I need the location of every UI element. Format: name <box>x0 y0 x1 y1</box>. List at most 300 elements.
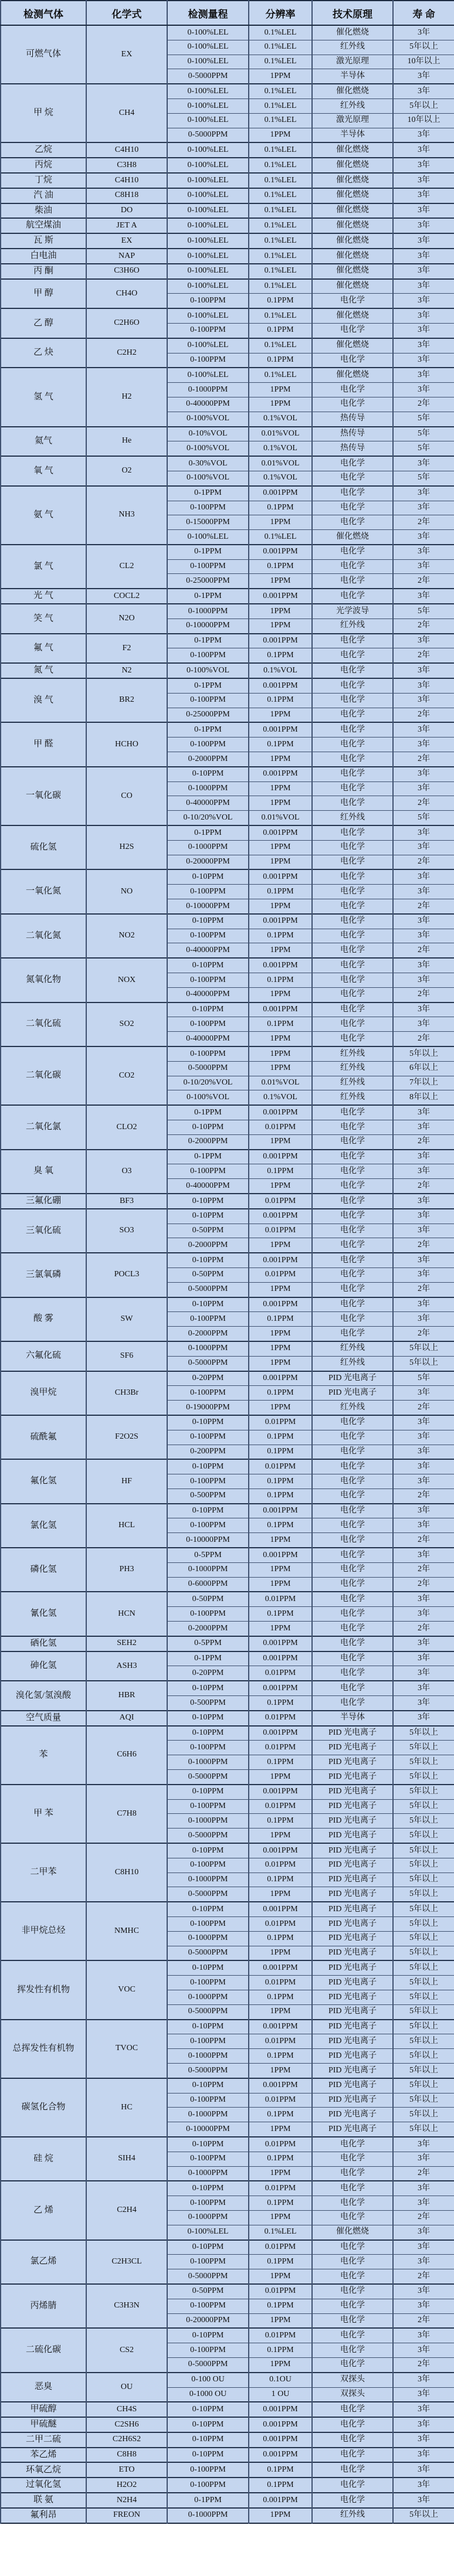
principle-cell: PID 光电离子 <box>312 1386 393 1401</box>
lifespan-cell: 3年 <box>393 368 454 382</box>
range-cell: 0-10PPM <box>167 1504 249 1518</box>
resolution-cell: 0.01PPM <box>249 1267 312 1282</box>
principle-cell: 电化学 <box>312 869 393 884</box>
resolution-cell: 0.1%LEL <box>249 264 312 279</box>
range-cell: 0-5000PPM <box>167 2063 249 2078</box>
principle-cell: 催化燃烧 <box>312 264 393 279</box>
table-row <box>1 338 454 353</box>
resolution-cell: 1PPM <box>249 1946 312 1960</box>
lifespan-cell: 3年 <box>393 722 454 737</box>
resolution-cell: 1PPM <box>249 1829 312 1843</box>
lifespan-cell: 3年 <box>393 308 454 323</box>
lifespan-cell: 3年 <box>393 2152 454 2166</box>
resolution-cell: 0.01PPM <box>249 1976 312 1990</box>
range-cell: 0-100PPM <box>167 2462 249 2478</box>
formula-cell: SF6 <box>86 1341 167 1371</box>
principle-cell: 电化学 <box>312 2299 393 2313</box>
gas-name-cell: 氟利昂 <box>1 2508 86 2523</box>
principle-cell: 催化燃烧 <box>312 158 393 173</box>
gas-name-cell: 二甲二硫 <box>1 2432 86 2448</box>
lifespan-cell: 3年 <box>393 545 454 559</box>
gas-name-cell: 氯乙烯 <box>1 2240 86 2284</box>
table-row <box>1 2448 454 2463</box>
principle-cell: 红外线 <box>312 1090 393 1105</box>
gas-name-cell: 氯 气 <box>1 545 86 589</box>
resolution-cell: 0.001PPM <box>249 2078 312 2093</box>
formula-cell: BR2 <box>86 678 167 722</box>
gas-name-cell: 硒化氢 <box>1 1636 86 1651</box>
formula-cell: SIH4 <box>86 2137 167 2181</box>
table-row <box>1 233 454 249</box>
resolution-cell: 0.001PPM <box>249 2493 312 2508</box>
resolution-cell: 1PPM <box>249 1577 312 1592</box>
resolution-cell: 0.001PPM <box>249 767 312 781</box>
gas-name-cell: 氮 气 <box>1 663 86 678</box>
table-row <box>1 2284 454 2299</box>
principle-cell: PID 光电离子 <box>312 2004 393 2019</box>
lifespan-cell: 5年以上 <box>393 1858 454 1872</box>
gas-name-cell: 丙烯腈 <box>1 2284 86 2328</box>
principle-cell: 电化学 <box>312 634 393 648</box>
range-cell: 0-10PPM <box>167 1726 249 1741</box>
range-cell: 0-1000PPM <box>167 1755 249 1770</box>
table-row <box>1 825 454 840</box>
formula-cell: CLO2 <box>86 1105 167 1149</box>
resolution-cell: 0.1PPM <box>249 559 312 574</box>
principle-cell: 双探头 <box>312 2387 393 2402</box>
range-cell: 0-10000PPM <box>167 2122 249 2137</box>
lifespan-cell: 3年 <box>393 2493 454 2508</box>
range-cell: 0-20PPM <box>167 1666 249 1681</box>
formula-cell: HF <box>86 1459 167 1503</box>
lifespan-cell: 3年 <box>393 1253 454 1267</box>
range-cell: 0-10%VOL <box>167 427 249 441</box>
principle-cell: 红外线 <box>312 1046 393 1061</box>
range-cell: 0-100PPM <box>167 648 249 663</box>
lifespan-cell: 2年 <box>393 2210 454 2225</box>
resolution-cell: 0.001PPM <box>249 634 312 648</box>
table-row <box>1 589 454 604</box>
lifespan-cell: 3年 <box>393 501 454 515</box>
resolution-cell: 1PPM <box>249 2357 312 2372</box>
resolution-cell: 1PPM <box>249 1533 312 1548</box>
formula-cell: C2H6S2 <box>86 2432 167 2448</box>
range-cell: 0-5000PPM <box>167 2004 249 2019</box>
table-row <box>1 1960 454 1975</box>
principle-cell: 电化学 <box>312 559 393 574</box>
resolution-cell: 0.1PPM <box>249 2108 312 2122</box>
gas-name-cell: 碳氢化合物 <box>1 2078 86 2137</box>
lifespan-cell: 3年 <box>393 1267 454 1282</box>
range-cell: 0-10PPM <box>167 2448 249 2463</box>
table-row <box>1 84 454 98</box>
principle-cell: 电化学 <box>312 1666 393 1681</box>
resolution-cell: 1PPM <box>249 752 312 767</box>
formula-cell: C3H6O <box>86 264 167 279</box>
formula-cell: C3H8 <box>86 158 167 173</box>
lifespan-cell: 3年 <box>393 1474 454 1489</box>
lifespan-cell: 3年 <box>393 2196 454 2211</box>
principle-cell: 电化学 <box>312 987 393 1002</box>
table-row <box>1 173 454 188</box>
gas-name-cell: 乙烷 <box>1 142 86 158</box>
lifespan-cell: 7年以上 <box>393 1076 454 1090</box>
table-row <box>1 1651 454 1666</box>
table-row <box>1 188 454 203</box>
lifespan-cell: 5年以上 <box>393 1960 454 1975</box>
lifespan-cell: 3年 <box>393 2343 454 2358</box>
principle-cell: 电化学 <box>312 1504 393 1518</box>
lifespan-cell: 3年 <box>393 1150 454 1164</box>
lifespan-cell: 3年 <box>393 738 454 752</box>
gas-name-cell: 挥发性有机物 <box>1 1960 86 2019</box>
lifespan-cell: 3年 <box>393 825 454 840</box>
range-cell: 0-1000PPM <box>167 383 249 397</box>
gas-name-cell: 磷化氢 <box>1 1548 86 1592</box>
range-cell: 0-100PPM <box>167 1607 249 1622</box>
range-cell: 0-100%LEL <box>167 218 249 233</box>
lifespan-cell: 3年 <box>393 2299 454 2313</box>
formula-cell: N2O <box>86 604 167 634</box>
lifespan-cell: 3年 <box>393 1681 454 1695</box>
table-row <box>1 1297 454 1312</box>
resolution-cell: 0.001PPM <box>249 914 312 929</box>
lifespan-cell: 3年 <box>393 1224 454 1238</box>
table-row <box>1 142 454 158</box>
principle-cell: 电化学 <box>312 2181 393 2196</box>
gas-name-cell: 氧 气 <box>1 456 86 486</box>
resolution-cell: 1PPM <box>249 1179 312 1194</box>
lifespan-cell: 3年 <box>393 1120 454 1134</box>
lifespan-cell: 10年以上 <box>393 113 454 128</box>
principle-cell: 电化学 <box>312 1430 393 1445</box>
lifespan-cell: 3年 <box>393 1459 454 1474</box>
range-cell: 0-2000PPM <box>167 1327 249 1341</box>
range-cell: 0-100PPM <box>167 1976 249 1990</box>
range-cell: 0-10PPM <box>167 2137 249 2152</box>
range-cell: 0-100%LEL <box>167 338 249 353</box>
lifespan-cell: 5年以上 <box>393 2093 454 2108</box>
range-cell: 0-1000PPM <box>167 840 249 855</box>
resolution-cell: 1PPM <box>249 574 312 589</box>
gas-name-cell: 二甲苯 <box>1 1843 86 1902</box>
lifespan-cell: 5年以上 <box>393 98 454 113</box>
lifespan-cell: 3年 <box>393 203 454 219</box>
principle-cell: 电化学 <box>312 693 393 708</box>
lifespan-cell: 3年 <box>393 158 454 173</box>
principle-cell: 红外线 <box>312 1401 393 1415</box>
principle-cell: 催化燃烧 <box>312 233 393 249</box>
range-cell: 0-1PPM <box>167 486 249 501</box>
range-cell: 0-25000PPM <box>167 574 249 589</box>
range-cell: 0-100PPM <box>167 1917 249 1932</box>
range-cell: 0-5000PPM <box>167 1887 249 1902</box>
principle-cell: 电化学 <box>312 471 393 485</box>
principle-cell: 电化学 <box>312 2255 393 2269</box>
principle-cell: 电化学 <box>312 1312 393 1327</box>
resolution-cell: 1PPM <box>249 1622 312 1636</box>
lifespan-cell: 5年以上 <box>393 1843 454 1858</box>
table-row <box>1 308 454 323</box>
formula-cell: CH4S <box>86 2402 167 2417</box>
range-cell: 0-40000PPM <box>167 943 249 958</box>
resolution-cell: 0.1PPM <box>249 2478 312 2493</box>
principle-cell: 电化学 <box>312 722 393 737</box>
formula-cell: VOC <box>86 1960 167 2019</box>
range-cell: 0-100PPM <box>167 1164 249 1179</box>
principle-cell: 电化学 <box>312 1150 393 1164</box>
lifespan-cell: 3年 <box>393 2448 454 2463</box>
lifespan-cell: 3年 <box>393 69 454 84</box>
formula-cell: HC <box>86 2078 167 2137</box>
range-cell: 0-100%VOL <box>167 663 249 678</box>
formula-cell: H2O2 <box>86 2478 167 2493</box>
resolution-cell: 0.1PPM <box>249 885 312 899</box>
resolution-cell: 1PPM <box>249 2313 312 2328</box>
lifespan-cell: 6年以上 <box>393 1061 454 1076</box>
range-cell: 0-100PPM <box>167 1312 249 1327</box>
gas-name-cell: 砷化氢 <box>1 1651 86 1681</box>
resolution-cell: 0.1PPM <box>249 1696 312 1711</box>
resolution-cell: 0.1%LEL <box>249 40 312 55</box>
principle-cell: 电化学 <box>312 663 393 678</box>
resolution-cell: 1PPM <box>249 987 312 1002</box>
resolution-cell: 0.001PPM <box>249 1843 312 1858</box>
range-cell: 0-1000PPM <box>167 1341 249 1356</box>
gas-name-cell: 笑 气 <box>1 604 86 634</box>
lifespan-cell: 2年 <box>393 1488 454 1503</box>
range-cell: 0-1PPM <box>167 1105 249 1120</box>
principle-cell: 电化学 <box>312 1194 393 1209</box>
lifespan-cell: 2年 <box>393 1562 454 1577</box>
lifespan-cell: 3年 <box>393 25 454 40</box>
principle-cell: 电化学 <box>312 2448 393 2463</box>
table-row <box>1 249 454 264</box>
resolution-cell: 0.001PPM <box>249 1548 312 1562</box>
lifespan-cell: 3年 <box>393 249 454 264</box>
resolution-cell: 0.1PPM <box>249 323 312 338</box>
lifespan-cell: 3年 <box>393 1518 454 1533</box>
range-cell: 0-10PPM <box>167 2240 249 2255</box>
resolution-cell: 0.001PPM <box>249 1150 312 1164</box>
resolution-cell: 1PPM <box>249 2122 312 2137</box>
range-cell: 0-20PPM <box>167 1371 249 1386</box>
principle-cell: 电化学 <box>312 515 393 530</box>
lifespan-cell: 3年 <box>393 693 454 708</box>
principle-cell: 电化学 <box>312 1681 393 1695</box>
gas-name-cell: 一氧化氮 <box>1 869 86 913</box>
table-body <box>1 25 454 2523</box>
lifespan-cell: 3年 <box>393 1430 454 1445</box>
principle-cell: PID 光电离子 <box>312 1814 393 1829</box>
gas-name-cell: 氮氧化物 <box>1 958 86 1002</box>
resolution-cell: 0.001PPM <box>249 2402 312 2417</box>
principle-cell: PID 光电离子 <box>312 2049 393 2064</box>
resolution-cell: 0.001PPM <box>249 1902 312 1916</box>
resolution-cell: 0.1%LEL <box>249 84 312 98</box>
header-gas: 检测气体 <box>1 1 86 25</box>
range-cell: 0-100%VOL <box>167 412 249 426</box>
resolution-cell: 0.1%VOL <box>249 1090 312 1105</box>
principle-cell: 电化学 <box>312 383 393 397</box>
principle-cell: 电化学 <box>312 2478 393 2493</box>
resolution-cell: 0.1%LEL <box>249 113 312 128</box>
lifespan-cell: 3年 <box>393 1415 454 1430</box>
principle-cell: 电化学 <box>312 294 393 308</box>
range-cell: 0-10PPM <box>167 958 249 973</box>
range-cell: 0-10PPM <box>167 1120 249 1134</box>
range-cell: 0-200PPM <box>167 1445 249 1459</box>
resolution-cell: 0.1PPM <box>249 1518 312 1533</box>
resolution-cell: 0.1PPM <box>249 294 312 308</box>
range-cell: 0-10PPM <box>167 2020 249 2034</box>
table-row <box>1 427 454 441</box>
lifespan-cell: 5年以上 <box>393 1755 454 1770</box>
principle-cell: 光学波导 <box>312 604 393 618</box>
lifespan-cell: 5年以上 <box>393 1356 454 1371</box>
range-cell: 0-20000PPM <box>167 2313 249 2328</box>
lifespan-cell: 5年以上 <box>393 1990 454 2004</box>
formula-cell: NAP <box>86 249 167 264</box>
table-row <box>1 1459 454 1474</box>
table-row <box>1 1548 454 1562</box>
resolution-cell: 1PPM <box>249 1770 312 1785</box>
principle-cell: PID 光电离子 <box>312 2063 393 2078</box>
table-row <box>1 1592 454 1606</box>
principle-cell: 电化学 <box>312 1548 393 1562</box>
resolution-cell: 0.001PPM <box>249 486 312 501</box>
formula-cell: F2O2S <box>86 1415 167 1459</box>
gas-name-cell: 二氧化氯 <box>1 1105 86 1149</box>
lifespan-cell: 2年 <box>393 752 454 767</box>
range-cell: 0-100%LEL <box>167 233 249 249</box>
resolution-cell: 0.1%LEL <box>249 173 312 188</box>
lifespan-cell: 3年 <box>393 323 454 338</box>
lifespan-cell: 2年 <box>393 855 454 869</box>
formula-cell: O2 <box>86 456 167 486</box>
table-row <box>1 1843 454 1858</box>
resolution-cell: 0.1%VOL <box>249 412 312 426</box>
lifespan-cell: 2年 <box>393 1238 454 1253</box>
resolution-cell: 0.1%LEL <box>249 218 312 233</box>
lifespan-cell: 3年 <box>393 142 454 158</box>
gas-name-cell: 二硫化碳 <box>1 2328 86 2372</box>
gas-name-cell: 乙 烯 <box>1 2181 86 2239</box>
principle-cell: PID 光电离子 <box>312 1755 393 1770</box>
resolution-cell: 0.1PPM <box>249 648 312 663</box>
principle-cell: 电化学 <box>312 1636 393 1651</box>
range-cell: 0-10PPM <box>167 2402 249 2417</box>
range-cell: 0-100PPM <box>167 2299 249 2313</box>
resolution-cell: 0.1%LEL <box>249 530 312 545</box>
principle-cell: 电化学 <box>312 2210 393 2225</box>
table-row <box>1 264 454 279</box>
range-cell: 0-10PPM <box>167 1711 249 1726</box>
range-cell: 0-5000PPM <box>167 128 249 142</box>
lifespan-cell: 3年 <box>393 589 454 604</box>
principle-cell: 电化学 <box>312 708 393 722</box>
principle-cell: 电化学 <box>312 1622 393 1636</box>
principle-cell: 电化学 <box>312 2343 393 2358</box>
table-row <box>1 218 454 233</box>
resolution-cell: 0.1PPM <box>249 2299 312 2313</box>
lifespan-cell: 3年 <box>393 1209 454 1224</box>
range-cell: 0-1PPM <box>167 634 249 648</box>
resolution-cell: 1PPM <box>249 855 312 869</box>
principle-cell: 电化学 <box>312 1017 393 1032</box>
table-row <box>1 2373 454 2387</box>
lifespan-cell: 3年 <box>393 1592 454 1606</box>
formula-cell: CH4O <box>86 279 167 309</box>
formula-cell: NOX <box>86 958 167 1002</box>
resolution-cell: 1 OU <box>249 2387 312 2402</box>
lifespan-cell: 10年以上 <box>393 55 454 69</box>
range-cell: 0-100PPM <box>167 559 249 574</box>
formula-cell: NH3 <box>86 486 167 545</box>
principle-cell: 电化学 <box>312 1282 393 1297</box>
table-row <box>1 1105 454 1120</box>
gas-name-cell: 氢 气 <box>1 368 86 426</box>
principle-cell: PID 光电离子 <box>312 2034 393 2049</box>
lifespan-cell: 8年以上 <box>393 1090 454 1105</box>
resolution-cell: 0.01PPM <box>249 1224 312 1238</box>
resolution-cell: 0.001PPM <box>249 2020 312 2034</box>
lifespan-cell: 5年以上 <box>393 1770 454 1785</box>
principle-cell: 半导体 <box>312 1711 393 1726</box>
lifespan-cell: 3年 <box>393 869 454 884</box>
resolution-cell: 0.1%LEL <box>249 25 312 40</box>
lifespan-cell: 5年以上 <box>393 1917 454 1932</box>
principle-cell: 电化学 <box>312 2493 393 2508</box>
resolution-cell: 0.001PPM <box>249 958 312 973</box>
range-cell: 0-1000PPM <box>167 604 249 618</box>
resolution-cell: 0.01%VOL <box>249 1076 312 1090</box>
range-cell: 0-100PPM <box>167 973 249 988</box>
resolution-cell: 0.001PPM <box>249 1636 312 1651</box>
principle-cell: 电化学 <box>312 2402 393 2417</box>
lifespan-cell: 2年 <box>393 1327 454 1341</box>
range-cell: 0-50PPM <box>167 1592 249 1606</box>
principle-cell: 电化学 <box>312 323 393 338</box>
range-cell: 0-100PPM <box>167 693 249 708</box>
range-cell: 0-15000PPM <box>167 515 249 530</box>
range-cell: 0-1PPM <box>167 1651 249 1666</box>
formula-cell: H2S <box>86 825 167 869</box>
table-row <box>1 1253 454 1267</box>
resolution-cell: 0.1%LEL <box>249 98 312 113</box>
principle-cell: 电化学 <box>312 1592 393 1606</box>
principle-cell: 红外线 <box>312 1356 393 1371</box>
principle-cell: 热传导 <box>312 412 393 426</box>
resolution-cell: 0.001PPM <box>249 1960 312 1975</box>
principle-cell: 红外线 <box>312 1061 393 1076</box>
principle-cell: 催化燃烧 <box>312 2225 393 2239</box>
range-cell: 0-100%LEL <box>167 25 249 40</box>
resolution-cell: 0.1%LEL <box>249 249 312 264</box>
header-row <box>1 1 454 25</box>
gas-name-cell: 光 气 <box>1 589 86 604</box>
principle-cell: PID 光电离子 <box>312 2122 393 2137</box>
resolution-cell: 1PPM <box>249 796 312 811</box>
principle-cell: 电化学 <box>312 648 393 663</box>
principle-cell: 红外线 <box>312 40 393 55</box>
lifespan-cell: 2年 <box>393 2357 454 2372</box>
range-cell: 0-10PPM <box>167 1459 249 1474</box>
range-cell: 0-1PPM <box>167 678 249 693</box>
resolution-cell: 1PPM <box>249 2508 312 2523</box>
table-row <box>1 1415 454 1430</box>
principle-cell: 电化学 <box>312 958 393 973</box>
